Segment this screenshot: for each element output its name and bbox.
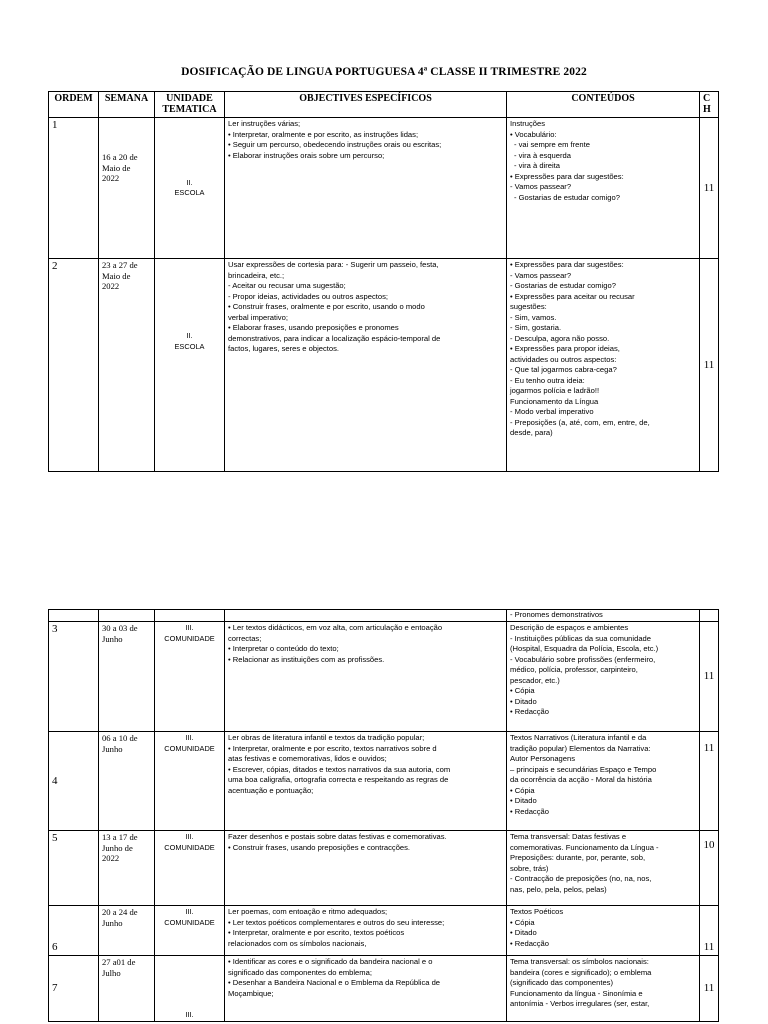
ch-cell: 11 <box>700 259 719 472</box>
objectivos-cell: • Ler textos didácticos, em voz alta, com articulação e entoação correctas; • Interpretar o conteúdo do texto; • Relacionar as instituições com as profissões. <box>225 622 507 732</box>
ordem-cell: 2 <box>49 259 99 472</box>
objectivos-cell: Ler poemas, com entoação e ritmo adequados; • Ler textos poéticos complementares e outros do seu interesse; • Interpretar, oralmente e por escrito, textos poéticos relacionados com os símbolos nacionais, <box>225 906 507 956</box>
dosification-table-page-2 <box>48 609 719 1022</box>
table-row <box>49 732 719 831</box>
ch-cell: 11 <box>700 956 719 1022</box>
conteudos-cell: Tema transversal: os símbolos nacionais: bandeira (cores e significado); o emblema (significado das componentes) Funcionamento da língua - Sinonímia e antonímia - Verbos irregulares (ser, estar, <box>507 956 700 1022</box>
semana-cell: 16 a 20 de Maio de 2022 <box>99 118 155 259</box>
objectivos-cell: • Identificar as cores e o significado da bandeira nacional e o significado das componentes do emblema; • Desenhar a Bandeira Nacional e o Emblema da República de Moçambique; <box>225 956 507 1022</box>
objectivos-cell: Fazer desenhos e postais sobre datas festivas e comemorativas. • Construir frases, usando preposições e contracções. <box>225 831 507 906</box>
conteudos-cell: • Expressões para dar sugestões: - Vamos passear? - Gostarias de estudar comigo? • Expressões para aceitar ou recusar sugestões: - Sim, vamos. - Sim, gostaria. - Desculpa, agora não posso. • Expressões para propor ideias, actividades ou outros aspectos: - Que tal jogarmos cabra-cega? - Eu tenho outra ideia: jogarmos polícia e ladrão!! Funcionamento da Língua - Modo verbal imperativo - Preposições (a, até, com, em, entre, de, desde, para) <box>507 259 700 472</box>
ch-cell: 11 <box>700 906 719 956</box>
conteudos-continuation: - Pronomes demonstrativos <box>507 610 700 622</box>
ordem-cell: 3 <box>49 622 99 732</box>
continuation-row <box>49 610 719 622</box>
objectivos-cell: Ler instruções várias; • Interpretar, oralmente e por escrito, as instruções lidas; • Seguir um percurso, obedecendo instruções orais ou escritas; • Elaborar instruções orais sobre um percurso; <box>225 118 507 259</box>
ordem-cell: 4 <box>49 732 99 831</box>
conteudos-cell: Tema transversal: Datas festivas e comemorativas. Funcionamento da Língua - Preposições: durante, por, perante, sob, sobre, trás) - Contracção de preposições (no, na, nos, nas, pelo, pela, pelos, pelas) <box>507 831 700 906</box>
header-ordem: ORDEM <box>49 92 99 118</box>
ordem-cell: 7 <box>49 956 99 1022</box>
header-conteudos: CONTEÚDOS <box>507 92 700 118</box>
header-objectivos: OBJECTIVES ESPECÍFICOS <box>225 92 507 118</box>
ch-cell: 11 <box>700 732 719 831</box>
unidade-cell: III. COMUNIDADE <box>155 732 225 831</box>
table-row <box>49 118 719 259</box>
ordem-cell: 6 <box>49 906 99 956</box>
ch-cell: 11 <box>700 118 719 259</box>
conteudos-cell: Instruções • Vocabulário: - vai sempre em frente - vira à esquerda - vira à direita • Expressões para dar sugestões: - Vamos passear? - Gostarias de estudar comigo? <box>507 118 700 259</box>
header-ch: C H <box>700 92 719 118</box>
objectivos-cell: Ler obras de literatura infantil e textos da tradição popular; • Interpretar, oralmente e por escrito, textos narrativos sobre d atas festivas e comemorativas, lidos e ouvidos; • Escrever, cópias, ditados e textos narrativos da sua autoria, com uma boa caligrafia, ortografia correcta e respeitando as regras de acentuação e pontuação; <box>225 732 507 831</box>
header-unidade: UNIDADE TEMATICA <box>155 92 225 118</box>
ordem-cell: 5 <box>49 831 99 906</box>
table-row <box>49 259 719 472</box>
semana-cell: 13 a 17 de Junho de 2022 <box>99 831 155 906</box>
unidade-cell: II. ESCOLA <box>155 118 225 259</box>
document-title: DOSIFICAÇÃO DE LINGUA PORTUGUESA 4ª CLASSE II TRIMESTRE 2022 <box>181 66 587 78</box>
conteudos-cell: Textos Narrativos (Literatura infantil e da tradição popular) Elementos da Narrativa: Autor Personagens – principais e secundárias Espaço e Tempo da ocorrência da acção - Moral da história • Cópia • Ditado • Redacção <box>507 732 700 831</box>
table-row <box>49 906 719 956</box>
unidade-cell: III. <box>155 956 225 1022</box>
unidade-cell: II. ESCOLA <box>155 259 225 472</box>
objectivos-cell: Usar expressões de cortesia para: - Sugerir um passeio, festa, brincadeira, etc.; - Aceitar ou recusar uma sugestão; - Propor ideias, actividades ou outros aspectos; • Construir frases, oralmente e por escrito, usando o modo verbal imperativo; • Elaborar frases, usando preposições e pronomes demonstrativos, para indicar a localização espácio-temporal de factos, lugares, seres e objectos. <box>225 259 507 472</box>
table-row <box>49 956 719 1022</box>
table-header-row <box>49 92 719 118</box>
unidade-cell: III. COMUNIDADE <box>155 831 225 906</box>
semana-cell: 23 a 27 de Maio de 2022 <box>99 259 155 472</box>
unidade-cell: III. COMUNIDADE <box>155 906 225 956</box>
semana-cell: 06 a 10 de Junho <box>99 732 155 831</box>
conteudos-cell: Textos Poéticos • Cópia • Ditado • Redacção <box>507 906 700 956</box>
ch-cell: 11 <box>700 622 719 732</box>
table-row <box>49 622 719 732</box>
unidade-cell: III. COMUNIDADE <box>155 622 225 732</box>
semana-cell: 20 a 24 de Junho <box>99 906 155 956</box>
conteudos-cell: Descrição de espaços e ambientes - Instituições públicas da sua comunidade (Hospital, Esquadra da Polícia, Escola, etc.) - Vocabulário sobre profissões (enfermeiro, médico, polícia, professor, carpinteiro, pescador, etc.) • Cópia • Ditado • Redacção <box>507 622 700 732</box>
header-semana: SEMANA <box>99 92 155 118</box>
dosification-table-page-1 <box>48 91 719 472</box>
ordem-cell: 1 <box>49 118 99 259</box>
semana-cell: 27 a01 de Julho <box>99 956 155 1022</box>
table-row <box>49 831 719 906</box>
ch-cell: 10 <box>700 831 719 906</box>
semana-cell: 30 a 03 de Junho <box>99 622 155 732</box>
